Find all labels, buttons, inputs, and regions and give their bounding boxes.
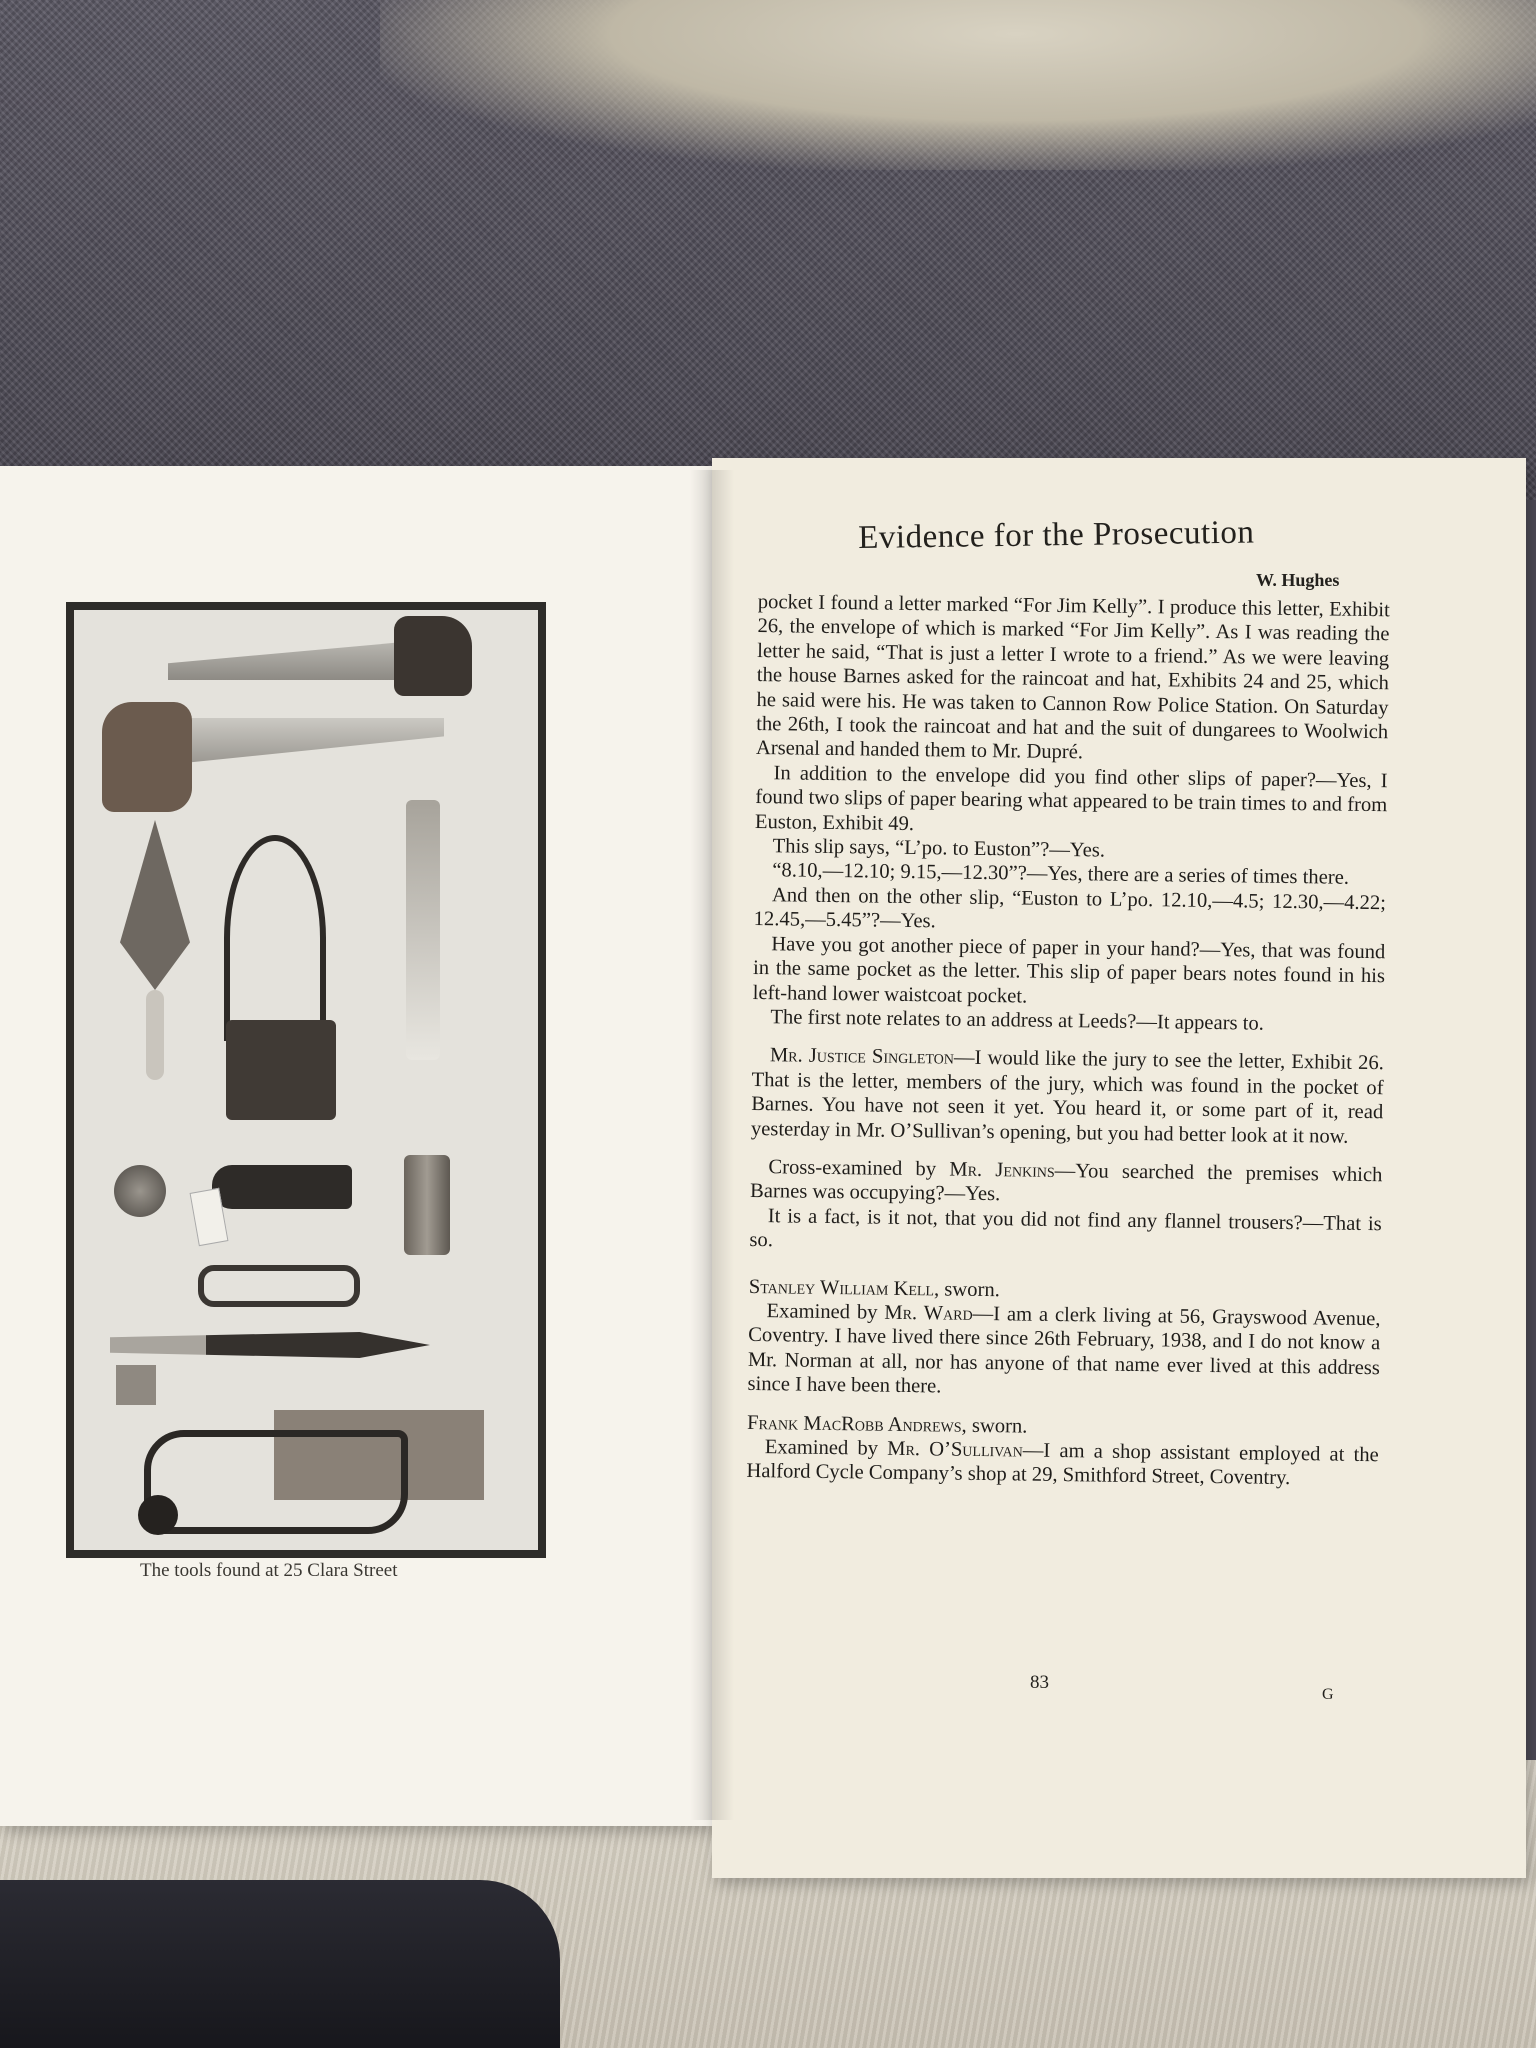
page-number: 83 (1030, 1672, 1049, 1693)
paragraph: It is a fact, is it not, that you did not find any flannel trousers?—That is so. (749, 1204, 1382, 1252)
tools-photograph (66, 602, 546, 1558)
paragraph: Examined by Mr. Ward—I am a clerk living at 56, Grayswood Avenue, Coventry. I have lived there since 26th February, 1938, and I do not know a Mr. Norman at all, nor has anyone of that name ever lived at this address since I have been there. (747, 1300, 1381, 1398)
paragraph: pocket I found a letter marked “For Jim Kelly”. I produce this letter, Exhibit 26, the envelope of which is marked “For Jim Kelly”. As I was reading the letter he said, “That is just a letter I wrote to a friend.” As we were leaving the house Barnes asked for the raincoat and hat, Exhibits 24 and 25, which he said were his. He was taken to Cannon Row Police Station. On Saturday the 26th, I took the raincoat and hat and the suit of dungarees to Woolwich Arsenal and handed them to Mr. Dupré. (755, 590, 1390, 764)
witness-heading: Frank MacRobb Andrews, sworn. (746, 1411, 1028, 1438)
plate-caption: The tools found at 25 Clara Street (140, 1560, 398, 1581)
trowel-handle-icon (146, 990, 164, 1080)
knife-icon (110, 1332, 430, 1358)
saw-handle-icon (102, 702, 192, 812)
witness-heading: Stanley William Kell, sworn. (748, 1275, 1001, 1301)
paragraph: Mr. Justice Singleton—I would like the jury to see the letter, Exhibit 26. That is the letter, members of the jury, which was found in the pocket of Barnes. You have not seen it yet. You heard it, or some part of it, read yesterday in Mr. O’Sullivan’s opening, but you had better look at it now. (750, 1044, 1384, 1148)
paragraph: Cross-examined by Mr. Jenkins—You searched the premises which Barnes was occupying?—Yes. (749, 1156, 1383, 1206)
paragraph: The first note relates to an address at Leeds?—It appears to. (770, 1006, 1265, 1035)
paragraph: Have you got another piece of paper in your hand?—Yes, that was found in the same pocket as the letter. This slip of paper bears notes found in his left-hand lower waistcoat pocket. (752, 932, 1386, 1008)
dark-shadow (0, 1880, 560, 2048)
running-head: Evidence for the Prosecution (858, 514, 1255, 556)
tool-box-icon (226, 1020, 336, 1120)
saw-blade-icon (174, 718, 444, 764)
book-gutter (690, 470, 734, 1820)
fur-rug-top (380, 0, 1536, 170)
hand-drill-icon (144, 1430, 408, 1534)
signature-mark: G (1322, 1686, 1334, 1703)
oil-can-icon (404, 1155, 450, 1255)
paragraph: Examined by Mr. O’Sullivan—I am a shop assistant employed at the Halford Cycle Company’s shop at 29, Smithford Street, Coventry. (746, 1436, 1379, 1490)
chisel-icon (406, 800, 440, 1060)
paragraph: And then on the other slip, “Euston to L’po. 12.10,—4.5; 12.30,—4.22; 12.45,—5.45”?—Yes. (753, 884, 1387, 933)
clamp-icon (198, 1265, 360, 1307)
small-block-icon (116, 1365, 156, 1405)
paragraph: “8.10,—12.10; 9.15,—12.30”?—Yes, there are a series of times there. (772, 859, 1350, 890)
paragraph: This slip says, “L’po. to Euston”?—Yes. (772, 835, 1106, 862)
paragraph: In addition to the envelope did you find other slips of paper?—Yes, I found two slips of paper bearing what appeared to be train times to and from Euston, Exhibit 49. (754, 762, 1388, 835)
pincers-icon (224, 835, 326, 1041)
saw-handle-icon (394, 616, 472, 696)
drill-handle-icon (138, 1495, 178, 1535)
witness-side-head: W. Hughes (1256, 570, 1340, 590)
wire-coil-icon (114, 1165, 166, 1217)
pliers-icon (212, 1165, 352, 1209)
page-body (746, 590, 1390, 1492)
trowel-icon (120, 820, 190, 990)
